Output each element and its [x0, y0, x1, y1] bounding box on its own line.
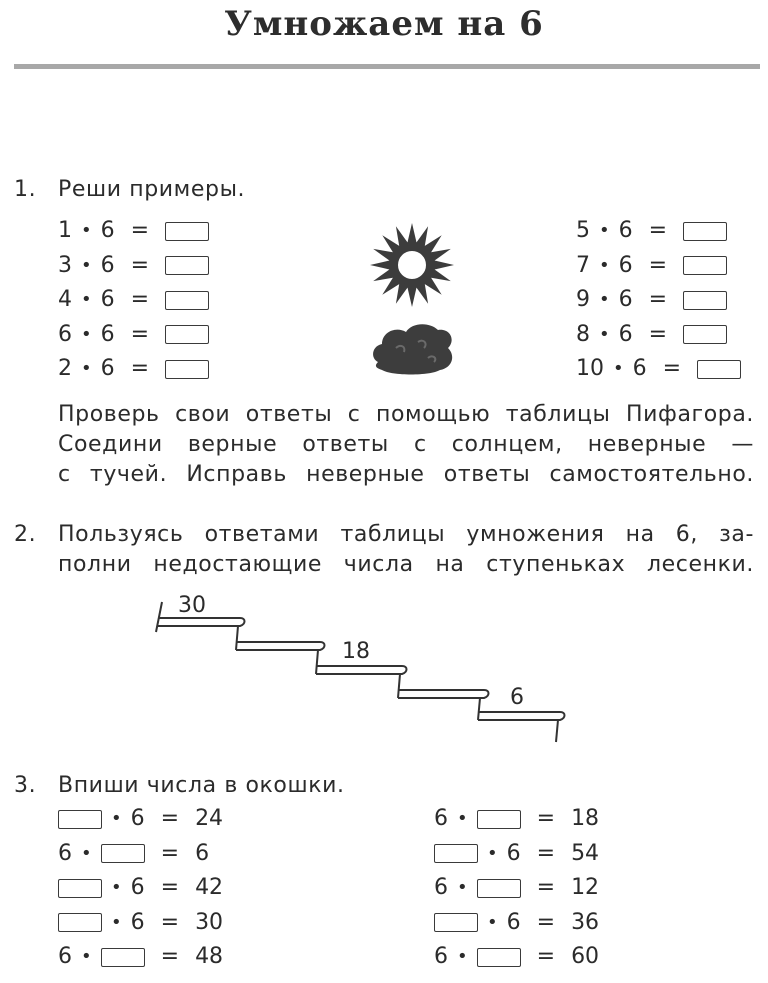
- task2-line-1: Пользуясь ответами таблицы умножения на 6, за-: [58, 522, 754, 547]
- factor: 6: [618, 321, 633, 347]
- sun-icon: [366, 222, 458, 308]
- answer-box[interactable]: [477, 948, 521, 967]
- multiply-sign: •: [81, 946, 92, 967]
- task1-instruction: Реши примеры.: [58, 177, 246, 202]
- step-value-3: 6: [510, 685, 524, 710]
- answer-box[interactable]: [58, 913, 102, 932]
- check-line-3: с тучей. Исправь неверные ответы самостоятельно.: [58, 462, 754, 487]
- answer-box[interactable]: [165, 291, 209, 310]
- task2-instruction: [58, 520, 754, 580]
- step-value-2: 18: [342, 639, 370, 664]
- factor: 6: [434, 806, 448, 831]
- factor: 6: [100, 321, 115, 347]
- result: 42: [195, 875, 224, 900]
- step-value-1: 30: [178, 593, 206, 618]
- task1-right-row: [576, 253, 727, 279]
- answer-box[interactable]: [683, 325, 727, 344]
- equals-sign: =: [160, 909, 180, 935]
- multiply-sign: •: [111, 808, 122, 829]
- equals-sign: =: [536, 909, 556, 935]
- factor: 6: [506, 909, 521, 935]
- answer-box[interactable]: [165, 325, 209, 344]
- multiply-sign: •: [599, 254, 610, 276]
- factor: 6: [506, 840, 521, 866]
- equals-sign: =: [160, 944, 180, 969]
- multiply-sign: •: [457, 877, 468, 898]
- equals-sign: =: [648, 252, 668, 278]
- equals-sign: =: [536, 944, 556, 969]
- answer-box[interactable]: [683, 291, 727, 310]
- task1-number: 1.: [14, 177, 37, 202]
- task3-left-row: [58, 841, 209, 867]
- task1-left-row: [58, 287, 209, 313]
- factor: 6: [618, 252, 633, 278]
- factor: 8: [576, 321, 590, 347]
- task1-right-row: [576, 356, 741, 382]
- task1-left-row: [58, 322, 209, 348]
- result: 60: [571, 944, 600, 969]
- equals-sign: =: [130, 356, 150, 381]
- task3-right-row: [434, 910, 599, 936]
- factor: 6: [100, 287, 115, 312]
- factor: 5: [576, 218, 590, 243]
- factor: 6: [100, 218, 115, 243]
- multiply-sign: •: [613, 358, 624, 379]
- multiply-sign: •: [81, 220, 92, 241]
- result: 12: [571, 875, 600, 900]
- multiply-sign: •: [81, 289, 92, 310]
- equals-sign: =: [662, 356, 682, 381]
- factor: 6: [100, 252, 115, 278]
- answer-box[interactable]: [58, 879, 102, 898]
- task3-left-row: [58, 875, 223, 901]
- task2-line-2: полни недостающие числа на ступеньках лесенки.: [58, 552, 754, 577]
- task1-right-row: [576, 322, 727, 348]
- answer-box[interactable]: [434, 844, 478, 863]
- result: 6: [195, 840, 210, 866]
- task3-right-row: [434, 806, 599, 832]
- multiply-sign: •: [487, 842, 498, 864]
- factor: 6: [130, 909, 145, 935]
- answer-box[interactable]: [477, 879, 521, 898]
- answer-box[interactable]: [683, 222, 727, 241]
- staircase-diagram: [140, 588, 580, 748]
- multiply-sign: •: [457, 946, 468, 967]
- factor: 6: [58, 944, 72, 969]
- equals-sign: =: [536, 875, 556, 900]
- multiply-sign: •: [599, 289, 610, 310]
- multiply-sign: •: [111, 877, 122, 898]
- equals-sign: =: [130, 252, 150, 278]
- answer-box[interactable]: [683, 256, 727, 275]
- equals-sign: =: [648, 218, 668, 243]
- factor: 4: [58, 287, 72, 312]
- task3-right-row: [434, 841, 599, 867]
- equals-sign: =: [160, 840, 180, 866]
- factor: 9: [576, 287, 590, 312]
- answer-box[interactable]: [165, 222, 209, 241]
- task2-number: 2.: [14, 522, 37, 547]
- cloud-icon: [368, 318, 456, 376]
- factor: 6: [434, 944, 448, 969]
- result: 36: [571, 909, 600, 935]
- equals-sign: =: [130, 287, 150, 312]
- multiply-sign: •: [599, 220, 610, 241]
- task1-left-row: [58, 218, 209, 244]
- factor: 3: [58, 252, 72, 278]
- factor: 1: [58, 218, 72, 243]
- equals-sign: =: [160, 806, 180, 831]
- task3-right-row: [434, 875, 599, 901]
- task1-left-row: [58, 356, 209, 382]
- factor: 6: [434, 875, 448, 900]
- multiply-sign: •: [457, 808, 468, 829]
- result: 24: [195, 806, 224, 831]
- answer-box[interactable]: [165, 360, 209, 379]
- equals-sign: =: [130, 321, 150, 347]
- equals-sign: =: [648, 321, 668, 347]
- task1-left-row: [58, 253, 209, 279]
- multiply-sign: •: [81, 842, 92, 864]
- task3-left-row: [58, 910, 223, 936]
- task3-right-row: [434, 944, 599, 970]
- equals-sign: =: [648, 287, 668, 312]
- result: 30: [195, 909, 224, 935]
- task3-left-row: [58, 806, 223, 832]
- factor: 10: [576, 356, 604, 381]
- multiply-sign: •: [111, 911, 122, 933]
- task3-instruction: Впиши числа в окошки.: [58, 773, 345, 798]
- factor: 6: [618, 287, 633, 312]
- answer-box[interactable]: [101, 844, 145, 863]
- factor: 6: [100, 356, 115, 381]
- page-title: Умножаем на 6: [224, 4, 544, 44]
- answer-box[interactable]: [165, 256, 209, 275]
- check-line-1: Проверь свои ответы с помощью таблицы Пифагора.: [58, 402, 754, 427]
- task1-right-row: [576, 287, 727, 313]
- title-divider: [14, 64, 760, 69]
- factor: 7: [576, 252, 590, 278]
- result: 48: [195, 944, 224, 969]
- answer-box[interactable]: [58, 810, 102, 829]
- answer-box[interactable]: [477, 810, 521, 829]
- factor: 2: [58, 356, 72, 381]
- equals-sign: =: [536, 840, 556, 866]
- equals-sign: =: [160, 875, 180, 900]
- result: 54: [571, 840, 600, 866]
- task3-left-row: [58, 944, 223, 970]
- task1-right-row: [576, 218, 727, 244]
- answer-box[interactable]: [697, 360, 741, 379]
- check-line-2: Соедини верные ответы с солнцем, неверные —: [58, 432, 754, 457]
- multiply-sign: •: [487, 911, 498, 933]
- answer-box[interactable]: [434, 913, 478, 932]
- factor: 6: [632, 356, 647, 381]
- multiply-sign: •: [599, 323, 610, 345]
- multiply-sign: •: [81, 323, 92, 345]
- task1-check-paragraph: [58, 400, 754, 490]
- factor: 6: [58, 840, 72, 866]
- factor: 6: [130, 806, 145, 831]
- task3-number: 3.: [14, 773, 37, 798]
- factor: 6: [58, 321, 72, 347]
- equals-sign: =: [536, 806, 556, 831]
- factor: 6: [618, 218, 633, 243]
- factor: 6: [130, 875, 145, 900]
- multiply-sign: •: [81, 254, 92, 276]
- answer-box[interactable]: [101, 948, 145, 967]
- result: 18: [571, 806, 600, 831]
- equals-sign: =: [130, 218, 150, 243]
- multiply-sign: •: [81, 358, 92, 379]
